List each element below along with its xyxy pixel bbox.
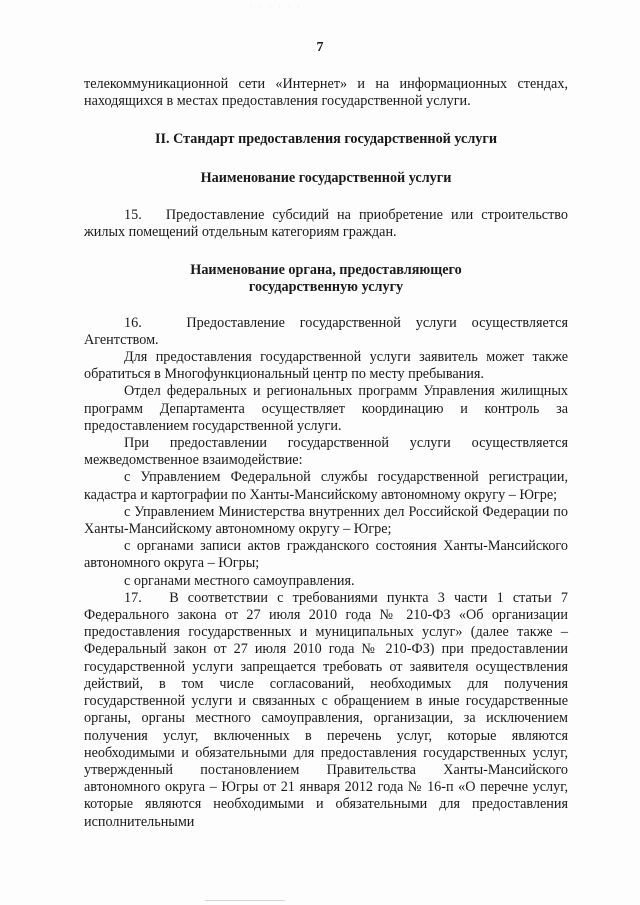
section-heading: II. Стандарт предоставления государственной услуги	[154, 131, 498, 148]
paragraph-16: 16. Предоставление государственной услуги осуществляется Агентством.	[84, 314, 568, 348]
list-item: с Управлением Министерства внутренних дел Российской Федерации по Ханты-Мансийскому автономному округу – Югре;	[84, 503, 568, 538]
organ-heading-line-2: государственную услугу	[248, 279, 404, 296]
list-item: с органами местного самоуправления.	[124, 572, 355, 589]
paragraph-15: 15. Предоставление субсидий на приобретение или строительство жилых помещений отдельным категориям граждан.	[84, 206, 568, 241]
page-number: 7	[316, 40, 324, 55]
list-item: с органами записи актов гражданского состояния Ханты-Мансийского автономного округа – Югры;	[84, 538, 568, 572]
intro-paragraph: телекоммуникационной сети «Интернет» и на информационных стендах, находящихся в местах предоставления государственной услуги.	[84, 76, 568, 110]
list-item: с Управлением Федеральной службы государственной регистрации, кадастра и картографии по Ханты-Мансийскому автономному округу – Югре;	[84, 469, 568, 503]
paragraph-17: 17. В соответствии с требованиями пункта 3 части 1 статьи 7 Федерального закона от 27 июля 2010 года № 210-ФЗ «Об организации предоставления государственных и муниципальных услуг» (далее также – Федеральный закон от 27 июля 2010 года № 210-ФЗ) при предоставлении государственной услуги запрещается требовать от заявителя осуществления действий, в том числе согласований, необходимых для получения государственной услуги и связанных с обращением в иные государственные органы, органы местного самоуправления, организации, за исключением получения услуг, включенных в перечень услуг, которые являются необходимыми и обязательными для предоставления государственных услуг, утвержденный постановлением Правительства Ханты-Мансийского автономного округа – Югры от 21 января 2012 года № 16-п «О перечне услуг, которые являются необходимыми и обязательными для предоставления исполнительными	[84, 589, 568, 830]
paragraph-otdel: Отдел федеральных и региональных программ Управления жилищных программ Департамента осуществляет координацию и контроль за предоставлением государственной услуги.	[84, 383, 568, 434]
document-body	[84, 76, 568, 831]
service-name-heading: Наименование государственной услуги	[200, 169, 452, 186]
paragraph-interaction: При предоставлении государственной услуги осуществляется межведомственное взаимодействие:	[84, 435, 568, 469]
scan-artifacts: · · · · · ·	[250, 4, 303, 10]
organ-heading-line-1: Наименование органа, предоставляющего	[190, 262, 462, 279]
paragraph-mfc: Для предоставления государственной услуги заявитель может также обратиться в Многофункциональный центр по месту пребывания.	[84, 349, 568, 383]
scan-edge-line	[205, 900, 285, 901]
